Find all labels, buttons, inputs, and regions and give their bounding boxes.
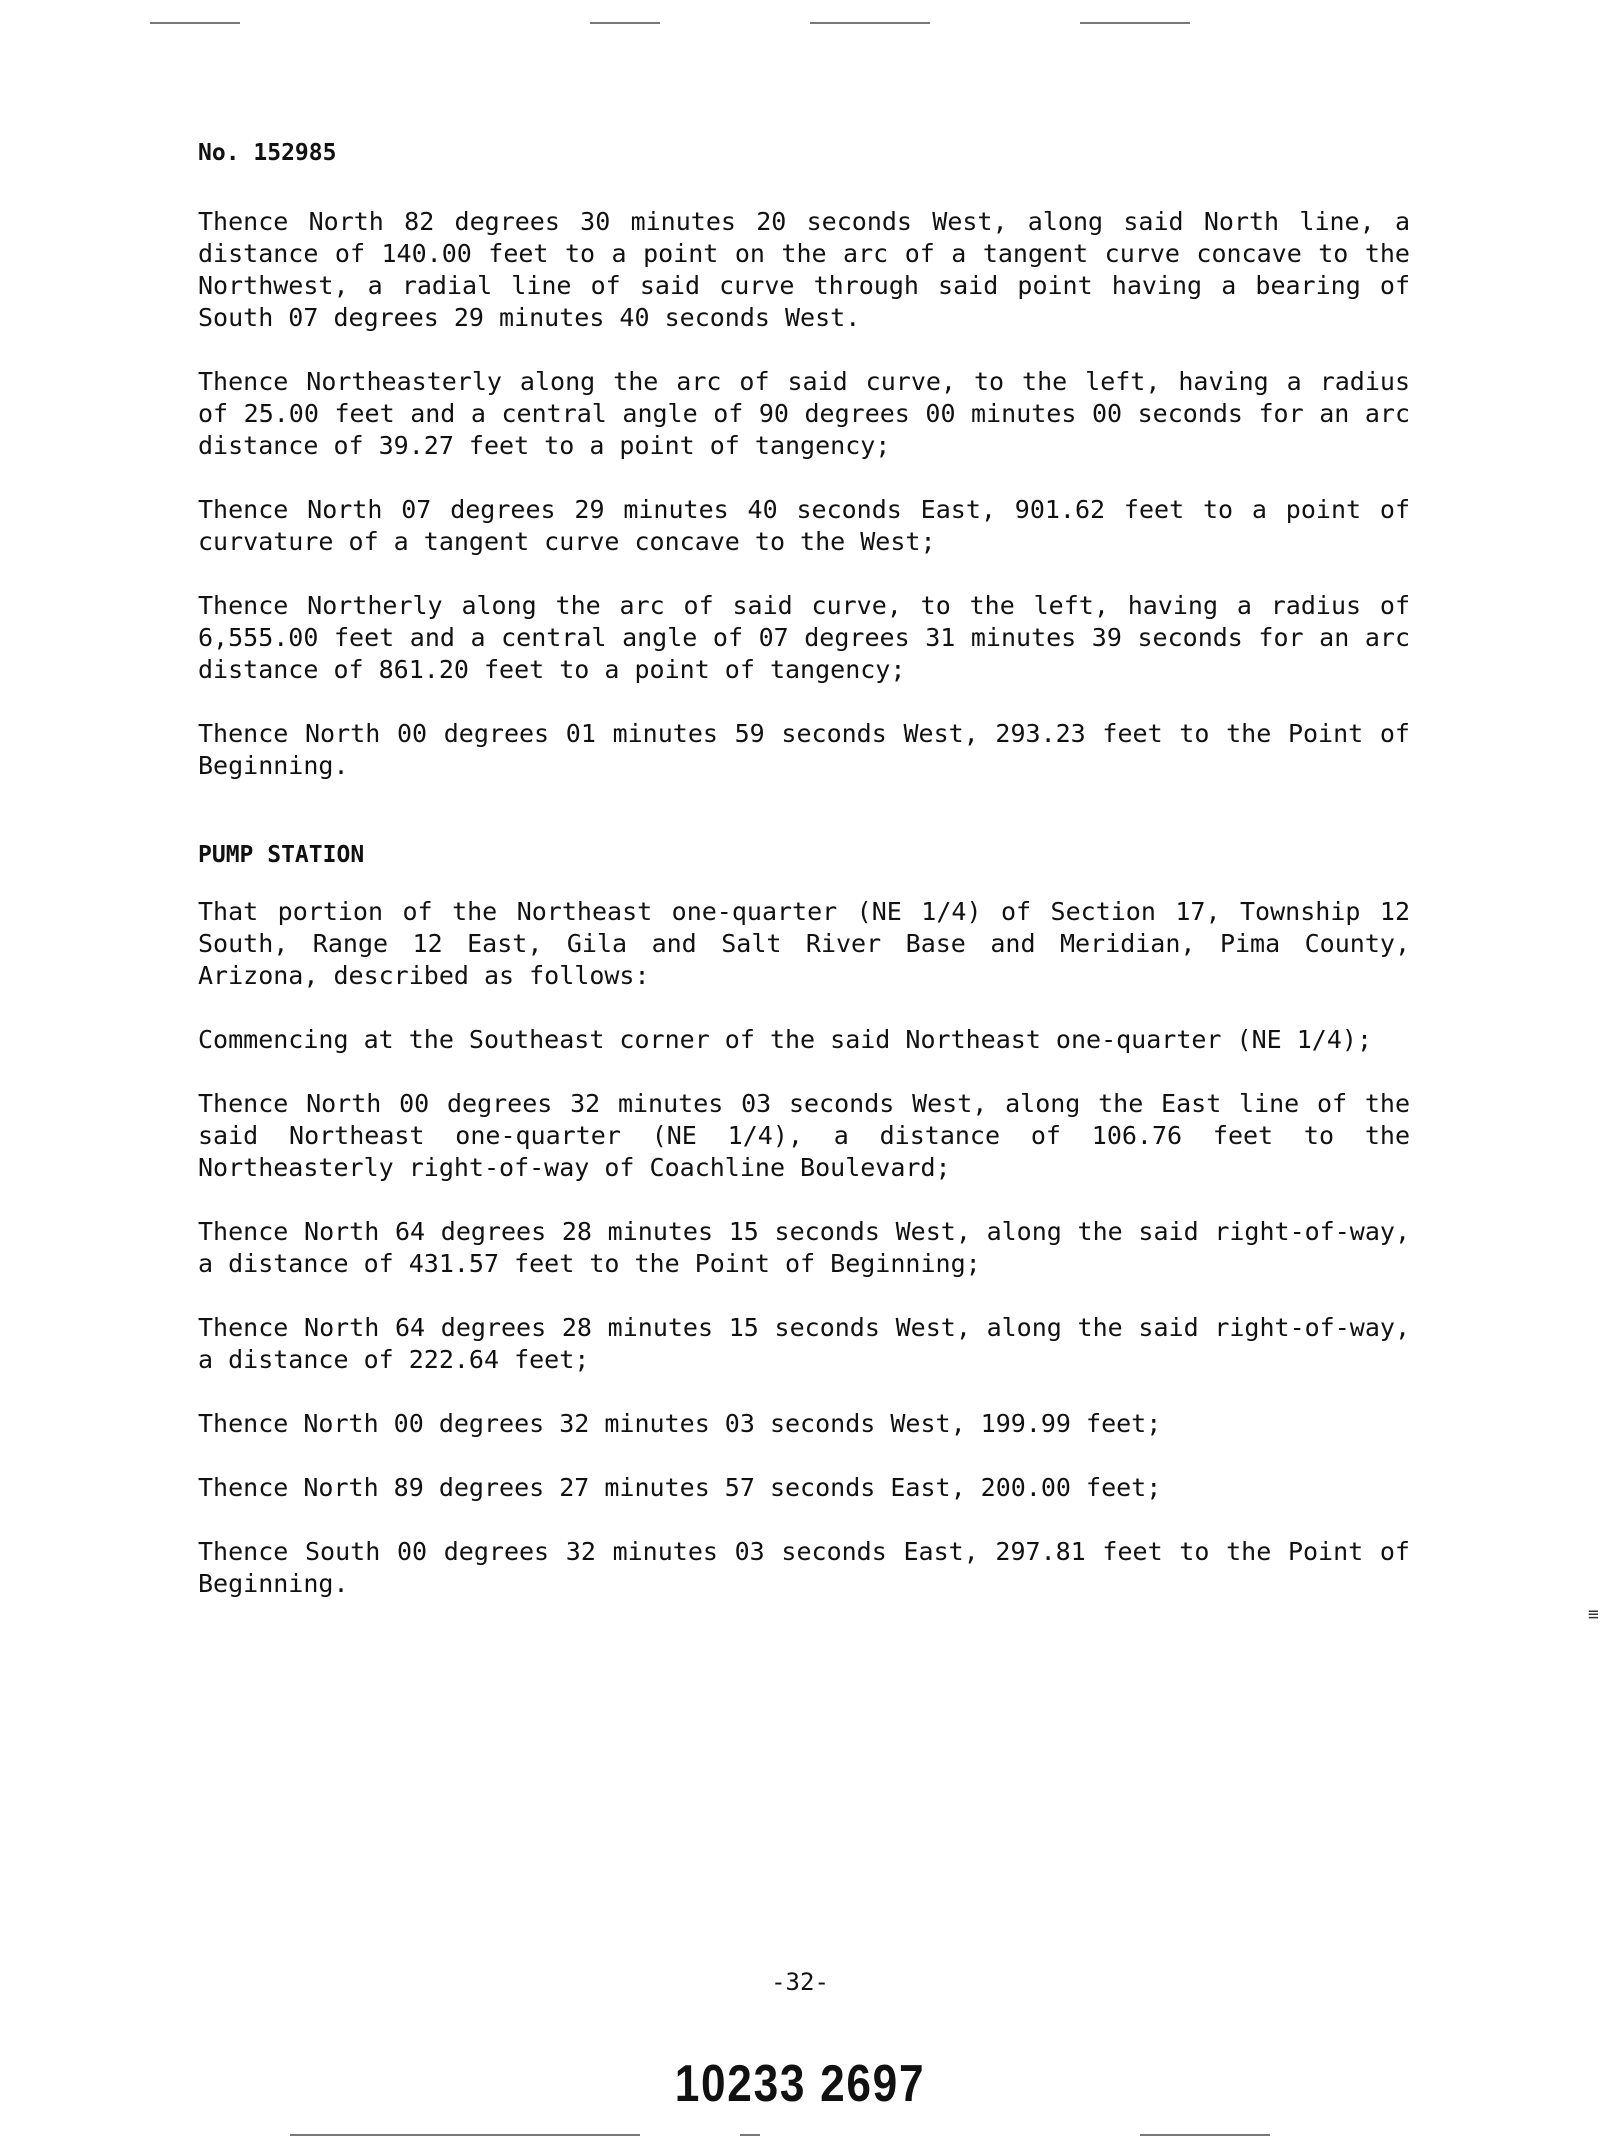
scan-artifact-top-2: [590, 22, 660, 24]
scan-artifact-bottom-2: [740, 2134, 760, 2136]
scan-artifact-bottom-1: [290, 2134, 640, 2136]
section-heading: PUMP STATION: [198, 842, 365, 868]
paragraph: Thence South 00 degrees 32 minutes 03 seconds East, 297.81 feet to the Point of Beginning.: [198, 1537, 1410, 1598]
scan-artifact-top-4: [1080, 22, 1190, 24]
description-part-1: [198, 206, 1410, 782]
document-number: No. 152985: [198, 140, 337, 166]
recording-stamp: 10233 2697: [674, 2055, 926, 2113]
paragraph: Thence North 82 degrees 30 minutes 20 seconds West, along said North line, a distance of 140.00 feet to a point on the arc of a tangent curve concave to the Northwest, a radial line of said curve through said point having a bearing of South 07 degrees 29 minutes 40 seconds West.: [198, 207, 1410, 332]
document-page: [198, 140, 1410, 1632]
paragraph: Thence North 00 degrees 01 minutes 59 seconds West, 293.23 feet to the Point of Beginning.: [198, 719, 1410, 780]
paragraph: Thence Northerly along the arc of said curve, to the left, having a radius of 6,555.00 feet and a central angle of 07 degrees 31 minutes 39 seconds for an arc distance of 861.20 feet to a point of tangency;: [198, 591, 1410, 684]
scan-artifact-bottom-3: [1140, 2134, 1270, 2136]
margin-mark: ≡: [1588, 1604, 1599, 1625]
page-number: -32-: [771, 1968, 829, 1996]
paragraph: Commencing at the Southeast corner of the said Northeast one-quarter (NE 1/4);: [198, 1025, 1372, 1054]
paragraph: Thence North 00 degrees 32 minutes 03 seconds West, 199.99 feet;: [198, 1409, 1162, 1438]
scan-artifact-top-1: [150, 22, 240, 24]
description-part-2: [198, 896, 1410, 1600]
paragraph: Thence North 64 degrees 28 minutes 15 seconds West, along the said right-of-way, a distance of 222.64 feet;: [198, 1313, 1410, 1374]
paragraph: That portion of the Northeast one-quarter (NE 1/4) of Section 17, Township 12 South, Range 12 East, Gila and Salt River Base and Meridian, Pima County, Arizona, described as follows:: [198, 897, 1410, 990]
paragraph: Thence North 64 degrees 28 minutes 15 seconds West, along the said right-of-way, a distance of 431.57 feet to the Point of Beginning;: [198, 1217, 1410, 1278]
scan-artifact-top-3: [810, 22, 930, 24]
paragraph: Thence North 00 degrees 32 minutes 03 seconds West, along the East line of the said Northeast one-quarter (NE 1/4), a distance of 106.76 feet to the Northeasterly right-of-way of Coachline Boulevard;: [198, 1089, 1410, 1182]
paragraph: Thence Northeasterly along the arc of said curve, to the left, having a radius of 25.00 feet and a central angle of 90 degrees 00 minutes 00 seconds for an arc distance of 39.27 feet to a point of tangency;: [198, 367, 1410, 460]
paragraph: Thence North 89 degrees 27 minutes 57 seconds East, 200.00 feet;: [198, 1473, 1162, 1502]
paragraph: Thence North 07 degrees 29 minutes 40 seconds East, 901.62 feet to a point of curvature of a tangent curve concave to the West;: [198, 495, 1410, 556]
